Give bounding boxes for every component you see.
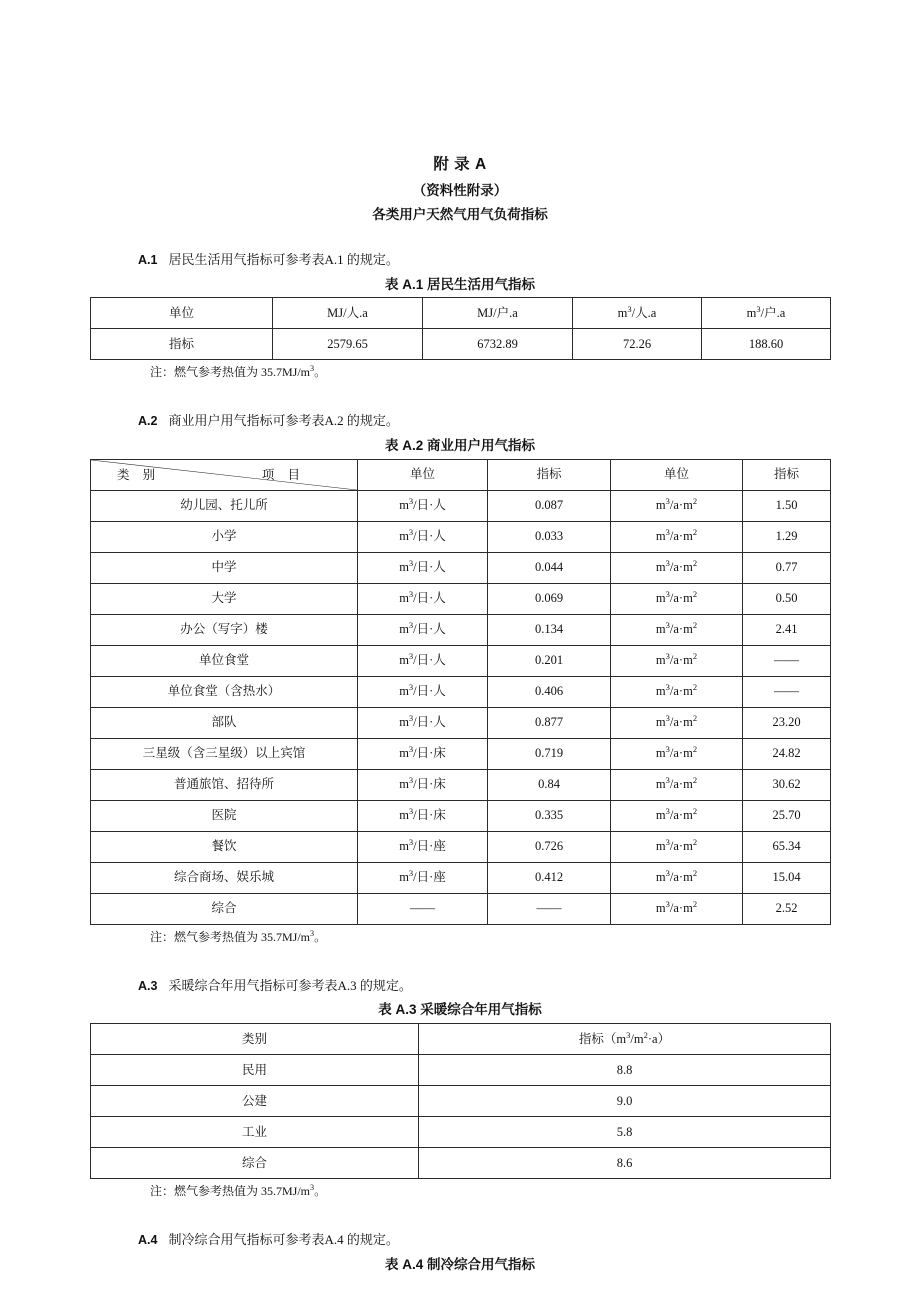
table-a2-cell-category: 综合 xyxy=(91,893,358,924)
table-a3-header-row xyxy=(91,1024,831,1055)
table-a2-cell-category: 单位食堂（含热水） xyxy=(91,676,358,707)
table-a2-cell-index2: 25.70 xyxy=(743,800,831,831)
table-a2-cell-unit2: $m^3/a\cdot m^2$ xyxy=(611,707,743,738)
table-row xyxy=(91,831,831,862)
table-row xyxy=(91,800,831,831)
table-a2-cell-unit2: $m^3/a\cdot m^2$ xyxy=(611,676,743,707)
clause-a3-text: 采暖综合年用气指标可参考表A.3 的规定。 xyxy=(168,977,412,993)
table-a2-header-row xyxy=(91,459,831,490)
table-a2-cell-index1: 0.087 xyxy=(488,490,611,521)
note-table-a3: 注：燃气参考热值为 $35.7MJ/m^3$。 xyxy=(150,1183,327,1199)
table-a2-cell-unit1: $m^3/$日·人 xyxy=(358,552,488,583)
table-a2-cell-index2: 1.50 xyxy=(743,490,831,521)
table-a2-cell-unit1: —— xyxy=(358,893,488,924)
table-a2-cell-index1: —— xyxy=(488,893,611,924)
table-a3-cell-category: 民用 xyxy=(91,1055,419,1086)
table-a2-cell-index2: —— xyxy=(743,676,831,707)
table-a3-cell-index: 5.8 xyxy=(419,1117,831,1148)
table-a2-cell-category: 大学 xyxy=(91,583,358,614)
table-a1-cell-1: 2579.65 xyxy=(273,329,423,360)
table-a2-cell-category: 餐饮 xyxy=(91,831,358,862)
table-a1-cell-2: 6732.89 xyxy=(423,329,573,360)
table-row xyxy=(91,521,831,552)
table-row xyxy=(91,329,831,360)
table-a2-header-index2: 指标 xyxy=(743,459,831,490)
table-row xyxy=(91,1086,831,1117)
table-a3-header-index: 指标$(m^3/m^2\cdot a)$ xyxy=(419,1024,831,1055)
table-a2-cell-unit1: $m^3/$日·人 xyxy=(358,521,488,552)
table-a1-cell-3: 72.26 xyxy=(573,329,702,360)
clause-a2-number: A.2 xyxy=(138,414,158,429)
table-a2-cell-unit1: $m^3/$日·人 xyxy=(358,490,488,521)
clause-a4 xyxy=(90,1230,830,1250)
table-a2 xyxy=(90,459,831,925)
table-a2-cell-index2: 2.52 xyxy=(743,893,831,924)
table-a2-cell-index1: 0.033 xyxy=(488,521,611,552)
table-a2-cell-unit2: $m^3/a\cdot m^2$ xyxy=(611,831,743,862)
table-a3-cell-index: 8.8 xyxy=(419,1055,831,1086)
table-a2-cell-unit2: $m^3/a\cdot m^2$ xyxy=(611,738,743,769)
table-a3-cell-category: 综合 xyxy=(91,1148,419,1179)
table-row xyxy=(91,738,831,769)
table-a2-cell-unit2: $m^3/a\cdot m^2$ xyxy=(611,552,743,583)
table-row xyxy=(91,1117,831,1148)
clause-a2 xyxy=(90,411,830,431)
table-a2-cell-index1: 0.726 xyxy=(488,831,611,862)
table-a1-cell-2: MJ/户.a xyxy=(423,298,573,329)
table-a2-cell-index1: 0.134 xyxy=(488,614,611,645)
table-a2-cell-category: 单位食堂 xyxy=(91,645,358,676)
table-a1-cell-3: $m^3/$人.a xyxy=(573,298,702,329)
clause-a2-text: 商业用户用气指标可参考表A.2 的规定。 xyxy=(168,413,399,429)
clause-a4-number: A.4 xyxy=(138,1233,158,1248)
table-a2-cell-index1: 0.069 xyxy=(488,583,611,614)
table-a2-cell-unit2: $m^3/a\cdot m^2$ xyxy=(611,893,743,924)
appendix-title: 附 录 A xyxy=(433,156,487,173)
table-row xyxy=(91,769,831,800)
table-a2-cell-index2: 65.34 xyxy=(743,831,831,862)
table-a2-cell-category: 医院 xyxy=(91,800,358,831)
table-row xyxy=(91,583,831,614)
table-a2-cell-category: 三星级（含三星级）以上宾馆 xyxy=(91,738,358,769)
table-a2-cell-unit2: $m^3/a\cdot m^2$ xyxy=(611,614,743,645)
table-a2-header-unit2: 单位 xyxy=(611,459,743,490)
header-label-category: 类 别 xyxy=(117,467,161,482)
table-row xyxy=(91,645,831,676)
diagonal-header-cell xyxy=(91,459,358,490)
table-a2-cell-category: 普通旅馆、招待所 xyxy=(91,769,358,800)
appendix-kind: （资料性附录） xyxy=(412,183,508,199)
table-a2-cell-unit2: $m^3/a\cdot m^2$ xyxy=(611,583,743,614)
table-a1-cell-4: $m^3/$户.a xyxy=(702,298,831,329)
table-a2-cell-category: 综合商场、娱乐城 xyxy=(91,862,358,893)
table-row xyxy=(91,552,831,583)
table-a2-cell-unit2: $m^3/a\cdot m^2$ xyxy=(611,800,743,831)
table-row xyxy=(91,298,831,329)
table-a2-cell-index2: 1.29 xyxy=(743,521,831,552)
table-a2-cell-unit1: $m^3/$日·座 xyxy=(358,831,488,862)
table-a3-header-category: 类别 xyxy=(91,1024,419,1055)
table-a2-cell-index1: 0.84 xyxy=(488,769,611,800)
table-a1-row-label: 单位 xyxy=(91,298,273,329)
note-table-a1: 注：燃气参考热值为 $35.7MJ/m^3$。 xyxy=(150,364,327,380)
table-a2-cell-index1: 0.719 xyxy=(488,738,611,769)
table-a2-cell-unit1: $m^3/$日·人 xyxy=(358,707,488,738)
table-a1-row-label: 指标 xyxy=(91,329,273,360)
table-a2-cell-index1: 0.406 xyxy=(488,676,611,707)
table-row xyxy=(91,490,831,521)
table-a2-cell-category: 中学 xyxy=(91,552,358,583)
table-a2-cell-index2: 30.62 xyxy=(743,769,831,800)
table-a2-cell-unit1: $m^3/$日·人 xyxy=(358,645,488,676)
clause-a3 xyxy=(90,976,830,996)
table-a2-cell-index1: 0.044 xyxy=(488,552,611,583)
table-a2-cell-category: 部队 xyxy=(91,707,358,738)
table-a2-cell-unit2: $m^3/a\cdot m^2$ xyxy=(611,862,743,893)
table-row xyxy=(91,1148,831,1179)
table-a2-cell-index1: 0.201 xyxy=(488,645,611,676)
caption-table-a2: 表 A.2 商业用户用气指标 xyxy=(384,438,535,454)
table-row xyxy=(91,614,831,645)
table-a3 xyxy=(90,1023,831,1179)
table-a1 xyxy=(90,297,831,360)
table-a2-cell-unit1: $m^3/$日·床 xyxy=(358,738,488,769)
table-a2-cell-index2: 24.82 xyxy=(743,738,831,769)
table-a3-cell-category: 公建 xyxy=(91,1086,419,1117)
clause-a3-number: A.3 xyxy=(138,978,158,993)
table-a2-cell-unit1: $m^3/$日·人 xyxy=(358,614,488,645)
table-a2-cell-index2: 2.41 xyxy=(743,614,831,645)
table-row xyxy=(91,1055,831,1086)
table-a2-cell-index1: 0.877 xyxy=(488,707,611,738)
table-a3-cell-category: 工业 xyxy=(91,1117,419,1148)
table-a2-cell-unit1: $m^3/$日·床 xyxy=(358,800,488,831)
table-a2-cell-index2: —— xyxy=(743,645,831,676)
table-a2-cell-category: 办公（写字）楼 xyxy=(91,614,358,645)
header-label-item: 项 目 xyxy=(261,467,305,482)
caption-table-a3: 表 A.3 采暖综合年用气指标 xyxy=(378,1002,542,1018)
table-a2-cell-unit1: $m^3/$日·人 xyxy=(358,583,488,614)
clause-a1 xyxy=(90,250,830,270)
table-a1-cell-1: MJ/人.a xyxy=(273,298,423,329)
table-a2-cell-unit2: $m^3/a\cdot m^2$ xyxy=(611,490,743,521)
caption-table-a1: 表 A.1 居民生活用气指标 xyxy=(384,276,535,292)
table-a2-cell-index2: 15.04 xyxy=(743,862,831,893)
table-a1-cell-4: 188.60 xyxy=(702,329,831,360)
clause-a1-number: A.1 xyxy=(138,253,158,268)
table-a2-cell-category: 小学 xyxy=(91,521,358,552)
table-a2-cell-unit2: $m^3/a\cdot m^2$ xyxy=(611,521,743,552)
table-a2-cell-index2: 0.77 xyxy=(743,552,831,583)
table-a2-cell-unit1: $m^3/$日·床 xyxy=(358,769,488,800)
table-a2-cell-unit2: $m^3/a\cdot m^2$ xyxy=(611,769,743,800)
table-a2-cell-unit1: $m^3/$日·人 xyxy=(358,676,488,707)
caption-table-a4: 表 A.4 制冷综合用气指标 xyxy=(384,1256,535,1272)
table-a2-cell-index1: 0.412 xyxy=(488,862,611,893)
note-table-a2: 注：燃气参考热值为 $35.7MJ/m^3$。 xyxy=(150,928,327,944)
table-a2-header-unit1: 单位 xyxy=(358,459,488,490)
clause-a1-text: 居民生活用气指标可参考表A.1 的规定。 xyxy=(168,252,399,268)
appendix-name: 各类用户天然气用气负荷指标 xyxy=(372,207,548,223)
clause-a4-text: 制冷综合用气指标可参考表A.4 的规定。 xyxy=(168,1232,399,1248)
table-a2-cell-unit2: $m^3/a\cdot m^2$ xyxy=(611,645,743,676)
table-row xyxy=(91,707,831,738)
table-a2-header-index1: 指标 xyxy=(488,459,611,490)
table-a3-cell-index: 8.6 xyxy=(419,1148,831,1179)
table-a2-cell-index2: 0.50 xyxy=(743,583,831,614)
table-a3-cell-index: 9.0 xyxy=(419,1086,831,1117)
table-a2-cell-index2: 23.20 xyxy=(743,707,831,738)
table-a2-cell-category: 幼儿园、托儿所 xyxy=(91,490,358,521)
table-row xyxy=(91,893,831,924)
table-a2-cell-index1: 0.335 xyxy=(488,800,611,831)
table-row xyxy=(91,862,831,893)
table-a2-cell-unit1: $m^3/$日·座 xyxy=(358,862,488,893)
table-row xyxy=(91,676,831,707)
